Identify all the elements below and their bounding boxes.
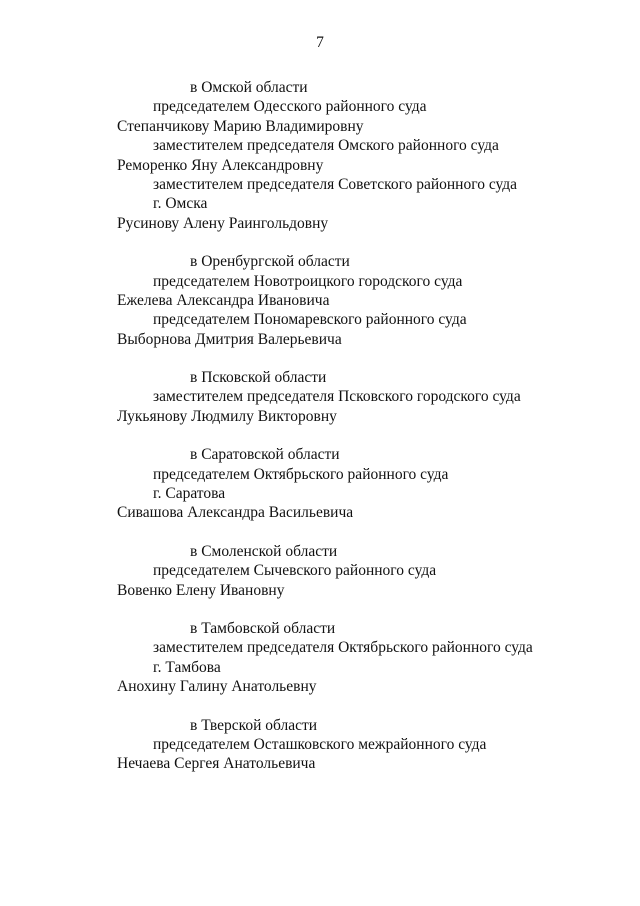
region-heading: в Саратовской области [190, 446, 340, 464]
person-name: Степанчикову Марию Владимировну [117, 117, 364, 135]
position-line-continued: г. Саратова [153, 485, 226, 503]
region-block-omsk [0, 78, 640, 233]
position-line: председателем Сычевского районного суда [153, 562, 437, 580]
position-line-continued: г. Тамбова [153, 658, 221, 676]
region-block-orenburg [0, 252, 640, 349]
person-name: Выборнова Дмитрия Валерьевича [117, 330, 342, 348]
region-heading: в Смоленской области [190, 542, 338, 560]
person-name: Ежелева Александра Ивановича [117, 291, 330, 309]
region-heading: в Тамбовской области [190, 619, 336, 637]
person-name: Нечаева Сергея Анатольевича [117, 755, 316, 773]
position-line: председателем Осташковского межрайонного суда [153, 735, 487, 753]
position-line: заместителем председателя Псковского городского суда [153, 388, 521, 406]
position-line: заместителем председателя Октябрьского районного суда [153, 639, 533, 657]
region-heading: в Омской области [190, 79, 308, 96]
position-line: председателем Одесского районного суда [153, 98, 427, 116]
region-block-saratov [0, 445, 640, 523]
region-block-tambov [0, 619, 640, 697]
position-line: заместителем председателя Омского районного суда [153, 137, 499, 155]
person-name: Русинову Алену Раингольдовну [117, 214, 329, 232]
position-line-continued: г. Омска [153, 195, 208, 213]
region-heading: в Псковской области [190, 369, 327, 387]
region-block-pskov [0, 368, 640, 426]
page-number: 7 [316, 34, 324, 51]
person-name: Анохину Галину Анатольевну [117, 678, 317, 696]
position-line: председателем Пономаревского районного суда [153, 311, 467, 329]
region-heading: в Оренбургской области [190, 253, 350, 271]
region-block-tver [0, 716, 640, 774]
region-block-smolensk [0, 542, 640, 600]
person-name: Лукьянову Людмилу Викторовну [117, 407, 337, 425]
position-line: председателем Октябрьского районного суда [153, 465, 449, 483]
position-line: заместителем председателя Советского районного суда [153, 175, 518, 193]
position-line: председателем Новотроицкого городского суда [153, 272, 463, 290]
person-name: Сивашова Александра Васильевича [117, 504, 354, 522]
person-name: Вовенко Елену Ивановну [117, 581, 285, 599]
appointments-list [0, 78, 640, 793]
person-name: Реморенко Яну Александровну [117, 156, 324, 174]
region-heading: в Тверской области [190, 716, 318, 734]
